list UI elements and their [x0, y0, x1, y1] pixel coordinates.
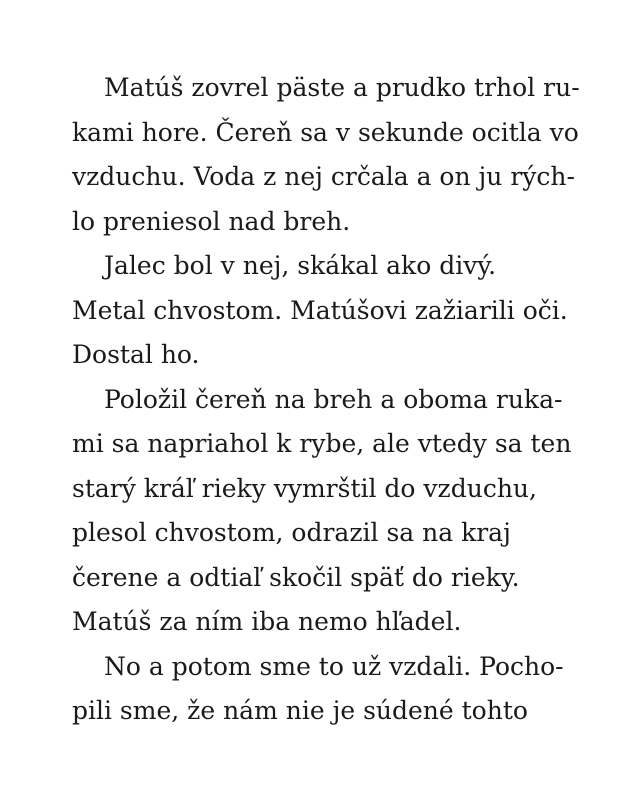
text-line-12: čerene a odtiaľ skočil späť do rieky. — [72, 562, 520, 592]
text-line-8: Položil čereň na breh a oboma ruka- — [104, 384, 563, 414]
text-line-5: Jalec bol v nej, skákal ako divý. — [104, 251, 497, 280]
body-text — [72, 66, 592, 734]
text-line-15: pili sme, že nám nie je súdené tohto — [72, 696, 528, 725]
text-line-14: No a potom sme to už vzdali. Pocho- — [104, 651, 564, 681]
text-line-7: Dostal ho. — [72, 340, 200, 369]
text-line-1: Matúš zovrel päste a prudko trhol ru- — [104, 73, 580, 102]
text-line-11: plesol chvostom, odrazil sa na kraj — [72, 518, 511, 547]
text-line-13: Matúš za ním iba nemo hľadel. — [72, 607, 462, 636]
text-line-3: vzduchu. Voda z nej crčala a on ju rých- — [72, 162, 575, 191]
text-line-6: Metal chvostom. Matúšovi zažiarili oči. — [72, 295, 568, 325]
text-line-4: lo preniesol nad breh. — [72, 206, 351, 236]
text-line-10: starý kráľ rieky vymrštil do vzduchu, — [72, 473, 537, 503]
text-line-9: mi sa napriahol k rybe, ale vtedy sa ten — [72, 429, 572, 458]
text-line-2: kami hore. Čereň sa v sekunde ocitla vo — [72, 117, 579, 147]
